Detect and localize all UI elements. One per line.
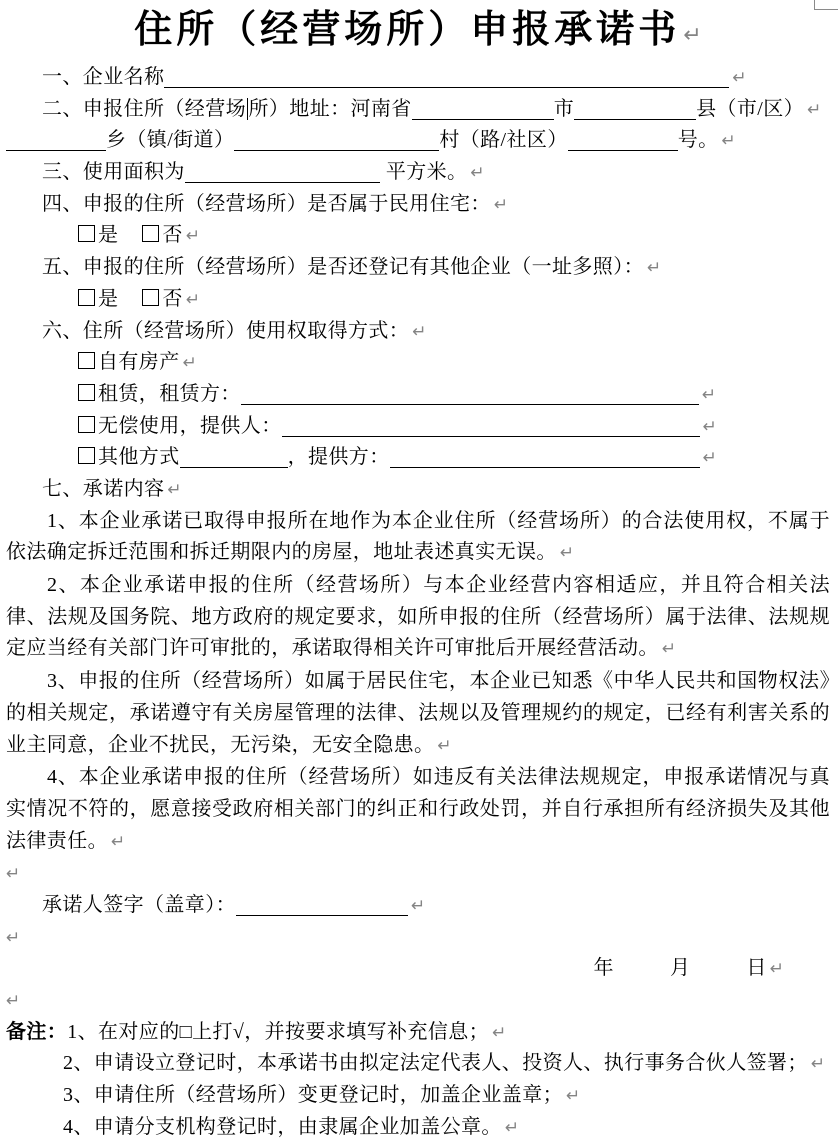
house-number-input[interactable] <box>568 127 678 151</box>
commitment-text: 2、本企业承诺申报的住所（经营场所）与本企业经营内容相适应，并且符合相关法律、法规及国务院、地方政府的规定要求，如所申报的住所（经营场所）属于法律、法规规定应当经有关部门许可审批的，承诺取得相关许可审批后开展经营活动。 <box>6 574 830 660</box>
note-text: 3、申请住所（经营场所）变更登记时，加盖企业盖章； <box>63 1084 563 1107</box>
company-name-input[interactable] <box>164 64 729 88</box>
paragraph-mark-icon: ↵ <box>6 864 21 885</box>
option-free-use <box>6 411 830 443</box>
township-input[interactable] <box>6 127 106 151</box>
question-multi-license <box>6 252 830 284</box>
paragraph-mark-icon: ↵ <box>182 353 197 374</box>
usage-right-label: 六、住所（经营场所）使用权取得方式： <box>42 319 410 342</box>
commitment-text: 3、申报的住所（经营场所）如属于居民住宅，本企业已知悉《中华人民共和国物权法》的相关规定，承诺遵守有关房屋管理的法律、法规以及管理规约的规定，已经有利害关系的业主同意，企业不扰民，无污染，无安全隐患。 <box>6 670 830 756</box>
note-text: 4、申请分支机构登记时，由隶属企业加盖公章。 <box>63 1115 502 1138</box>
own-property-label: 自有房产 <box>98 351 180 374</box>
paragraph-mark-icon: ↵ <box>769 959 784 980</box>
city-input[interactable] <box>574 96 696 120</box>
paragraph-mark-icon: ↵ <box>807 99 822 120</box>
commitment-paragraph-4 <box>6 762 830 858</box>
company-name-label: 一、企业名称 <box>42 66 165 88</box>
other-provider-label: ，提供方： <box>287 446 390 469</box>
civil-residence-label: 四、申报的住所（经营场所）是否属于民用住宅： <box>42 192 491 215</box>
area-input[interactable] <box>185 159 380 183</box>
civil-residence-options <box>6 220 830 252</box>
paragraph-mark-icon: ↵ <box>412 321 427 342</box>
commitment-text: 1、本企业承诺已取得申报所在地作为本企业住所（经营场所）的合法使用权，不属于依法确定拆迁范围和拆迁期限内的房屋，地址表述真实无误。 <box>6 509 830 564</box>
date-day-label: 日 <box>746 957 767 980</box>
paragraph-mark-icon: ↵ <box>559 543 575 564</box>
province-suffix-input[interactable] <box>412 96 554 120</box>
multi-license-label: 五、申报的住所（经营场所）是否还登记有其他企业（一址多照）： <box>42 256 644 279</box>
signature-label: 承诺人签字（盖章）： <box>42 894 236 917</box>
option-yes-label: 是 <box>98 287 119 310</box>
area-label: 三、使用面积为 <box>42 161 185 184</box>
paragraph-mark-icon: ↵ <box>683 23 702 48</box>
empty-paragraph <box>6 922 830 954</box>
note-text: 1、在对应的□上打√，并按要求填写补充信息； <box>67 1020 490 1043</box>
option-multi-yes[interactable] <box>78 288 118 310</box>
note-item-4 <box>6 1112 830 1144</box>
option-other-method <box>6 442 830 474</box>
checkbox-icon[interactable] <box>78 289 95 306</box>
free-use-label: 无偿使用，提供人： <box>98 414 282 437</box>
title-row <box>6 0 830 62</box>
paragraph-mark-icon: ↵ <box>111 831 126 852</box>
date-line <box>6 953 830 985</box>
field-address-line1 <box>6 94 830 126</box>
paragraph-mark-icon: ↵ <box>492 1022 507 1043</box>
address-label-part1: 二、申报住所（经营场 <box>42 97 246 120</box>
option-own-property <box>6 347 830 379</box>
option-civil-no[interactable] <box>142 224 182 246</box>
option-multi-no[interactable] <box>142 288 182 310</box>
commitment-heading <box>6 474 830 506</box>
date-month-label: 月 <box>669 957 691 980</box>
commitment-paragraph-1 <box>6 506 830 570</box>
paragraph-mark-icon: ↵ <box>702 448 717 469</box>
provider-person-input[interactable] <box>282 413 700 437</box>
empty-paragraph <box>6 858 830 890</box>
option-yes-label: 是 <box>98 224 119 247</box>
county-label: 县（市/区） <box>696 97 805 120</box>
rental-label: 租赁，租赁方： <box>98 382 241 405</box>
option-civil-yes[interactable] <box>78 224 118 246</box>
note-item-3 <box>6 1080 830 1112</box>
option-rental <box>6 379 830 411</box>
checkbox-icon[interactable] <box>78 384 95 401</box>
paragraph-mark-icon: ↵ <box>493 194 509 215</box>
paragraph-mark-icon: ↵ <box>504 1117 520 1138</box>
paragraph-mark-icon: ↵ <box>470 163 485 184</box>
paragraph-mark-icon: ↵ <box>732 68 747 88</box>
paragraph-mark-icon: ↵ <box>702 416 717 437</box>
page-corner-mark <box>814 0 838 10</box>
paragraph-mark-icon: ↵ <box>566 1086 581 1107</box>
note-item-2 <box>6 1048 830 1080</box>
other-method-label: 其他方式 <box>98 446 180 469</box>
date-year-label: 年 <box>593 957 614 980</box>
paragraph-mark-icon: ↵ <box>721 131 736 152</box>
commitment-text: 4、本企业承诺申报的住所（经营场所）如违反有关法律法规规定，申报承诺情况与真实情况不符的，愿意接受政府相关部门的纠正和行政处罚，并自行承担所有经济损失及其他法律责任。 <box>6 766 830 852</box>
other-method-input[interactable] <box>180 444 288 468</box>
checkbox-icon[interactable] <box>78 352 95 369</box>
area-unit-label: 平方米。 <box>385 161 468 184</box>
village-label: 村（路/社区） <box>439 129 568 152</box>
question-civil-residence <box>6 189 830 221</box>
paragraph-mark-icon: ↵ <box>185 289 201 310</box>
address-label-part2: 所）地址：河南省 <box>248 97 412 120</box>
paragraph-mark-icon: ↵ <box>661 639 677 660</box>
signature-input[interactable] <box>236 892 408 916</box>
commitment-paragraph-3 <box>6 666 830 762</box>
paragraph-mark-icon: ↵ <box>701 384 717 405</box>
note-text: 2、申请设立登记时，本承诺书由拟定法定代表人、投资人、执行事务合伙人签署； <box>63 1052 808 1075</box>
note-item-1 <box>6 1017 830 1049</box>
paragraph-mark-icon: ↵ <box>6 927 21 948</box>
checkbox-icon[interactable] <box>142 225 159 242</box>
option-no-label: 否 <box>162 224 183 247</box>
other-provider-input[interactable] <box>390 444 700 468</box>
rental-party-input[interactable] <box>241 381 699 405</box>
field-signature <box>6 890 830 922</box>
paragraph-mark-icon: ↵ <box>411 896 426 917</box>
paragraph-mark-icon: ↵ <box>647 258 662 279</box>
paragraph-mark-icon: ↵ <box>810 1054 826 1075</box>
notes-label: 备注： <box>6 1020 68 1043</box>
field-address-line2 <box>6 125 830 157</box>
checkbox-icon[interactable] <box>78 447 95 464</box>
number-label: 号。 <box>677 129 719 152</box>
commitment-heading-label: 七、承诺内容 <box>42 477 165 500</box>
paragraph-mark-icon: ↵ <box>437 735 452 756</box>
commitment-paragraph-2 <box>6 570 830 666</box>
checkbox-icon[interactable] <box>78 225 95 242</box>
empty-paragraph <box>6 985 830 1017</box>
village-input[interactable] <box>234 127 439 151</box>
question-usage-right <box>6 316 830 348</box>
paragraph-mark-icon: ↵ <box>6 991 21 1012</box>
city-label: 市 <box>553 97 575 120</box>
township-label: 乡（镇/街道） <box>106 129 235 152</box>
checkbox-icon[interactable] <box>78 416 95 433</box>
checkbox-icon[interactable] <box>142 289 159 306</box>
field-area <box>6 157 830 189</box>
paragraph-mark-icon: ↵ <box>167 479 182 500</box>
multi-license-options <box>6 284 830 316</box>
page-title: 住所（经营场所）申报承诺书 <box>134 9 681 51</box>
paragraph-mark-icon: ↵ <box>185 226 201 247</box>
field-company-name <box>6 62 830 94</box>
option-no-label: 否 <box>162 287 183 310</box>
